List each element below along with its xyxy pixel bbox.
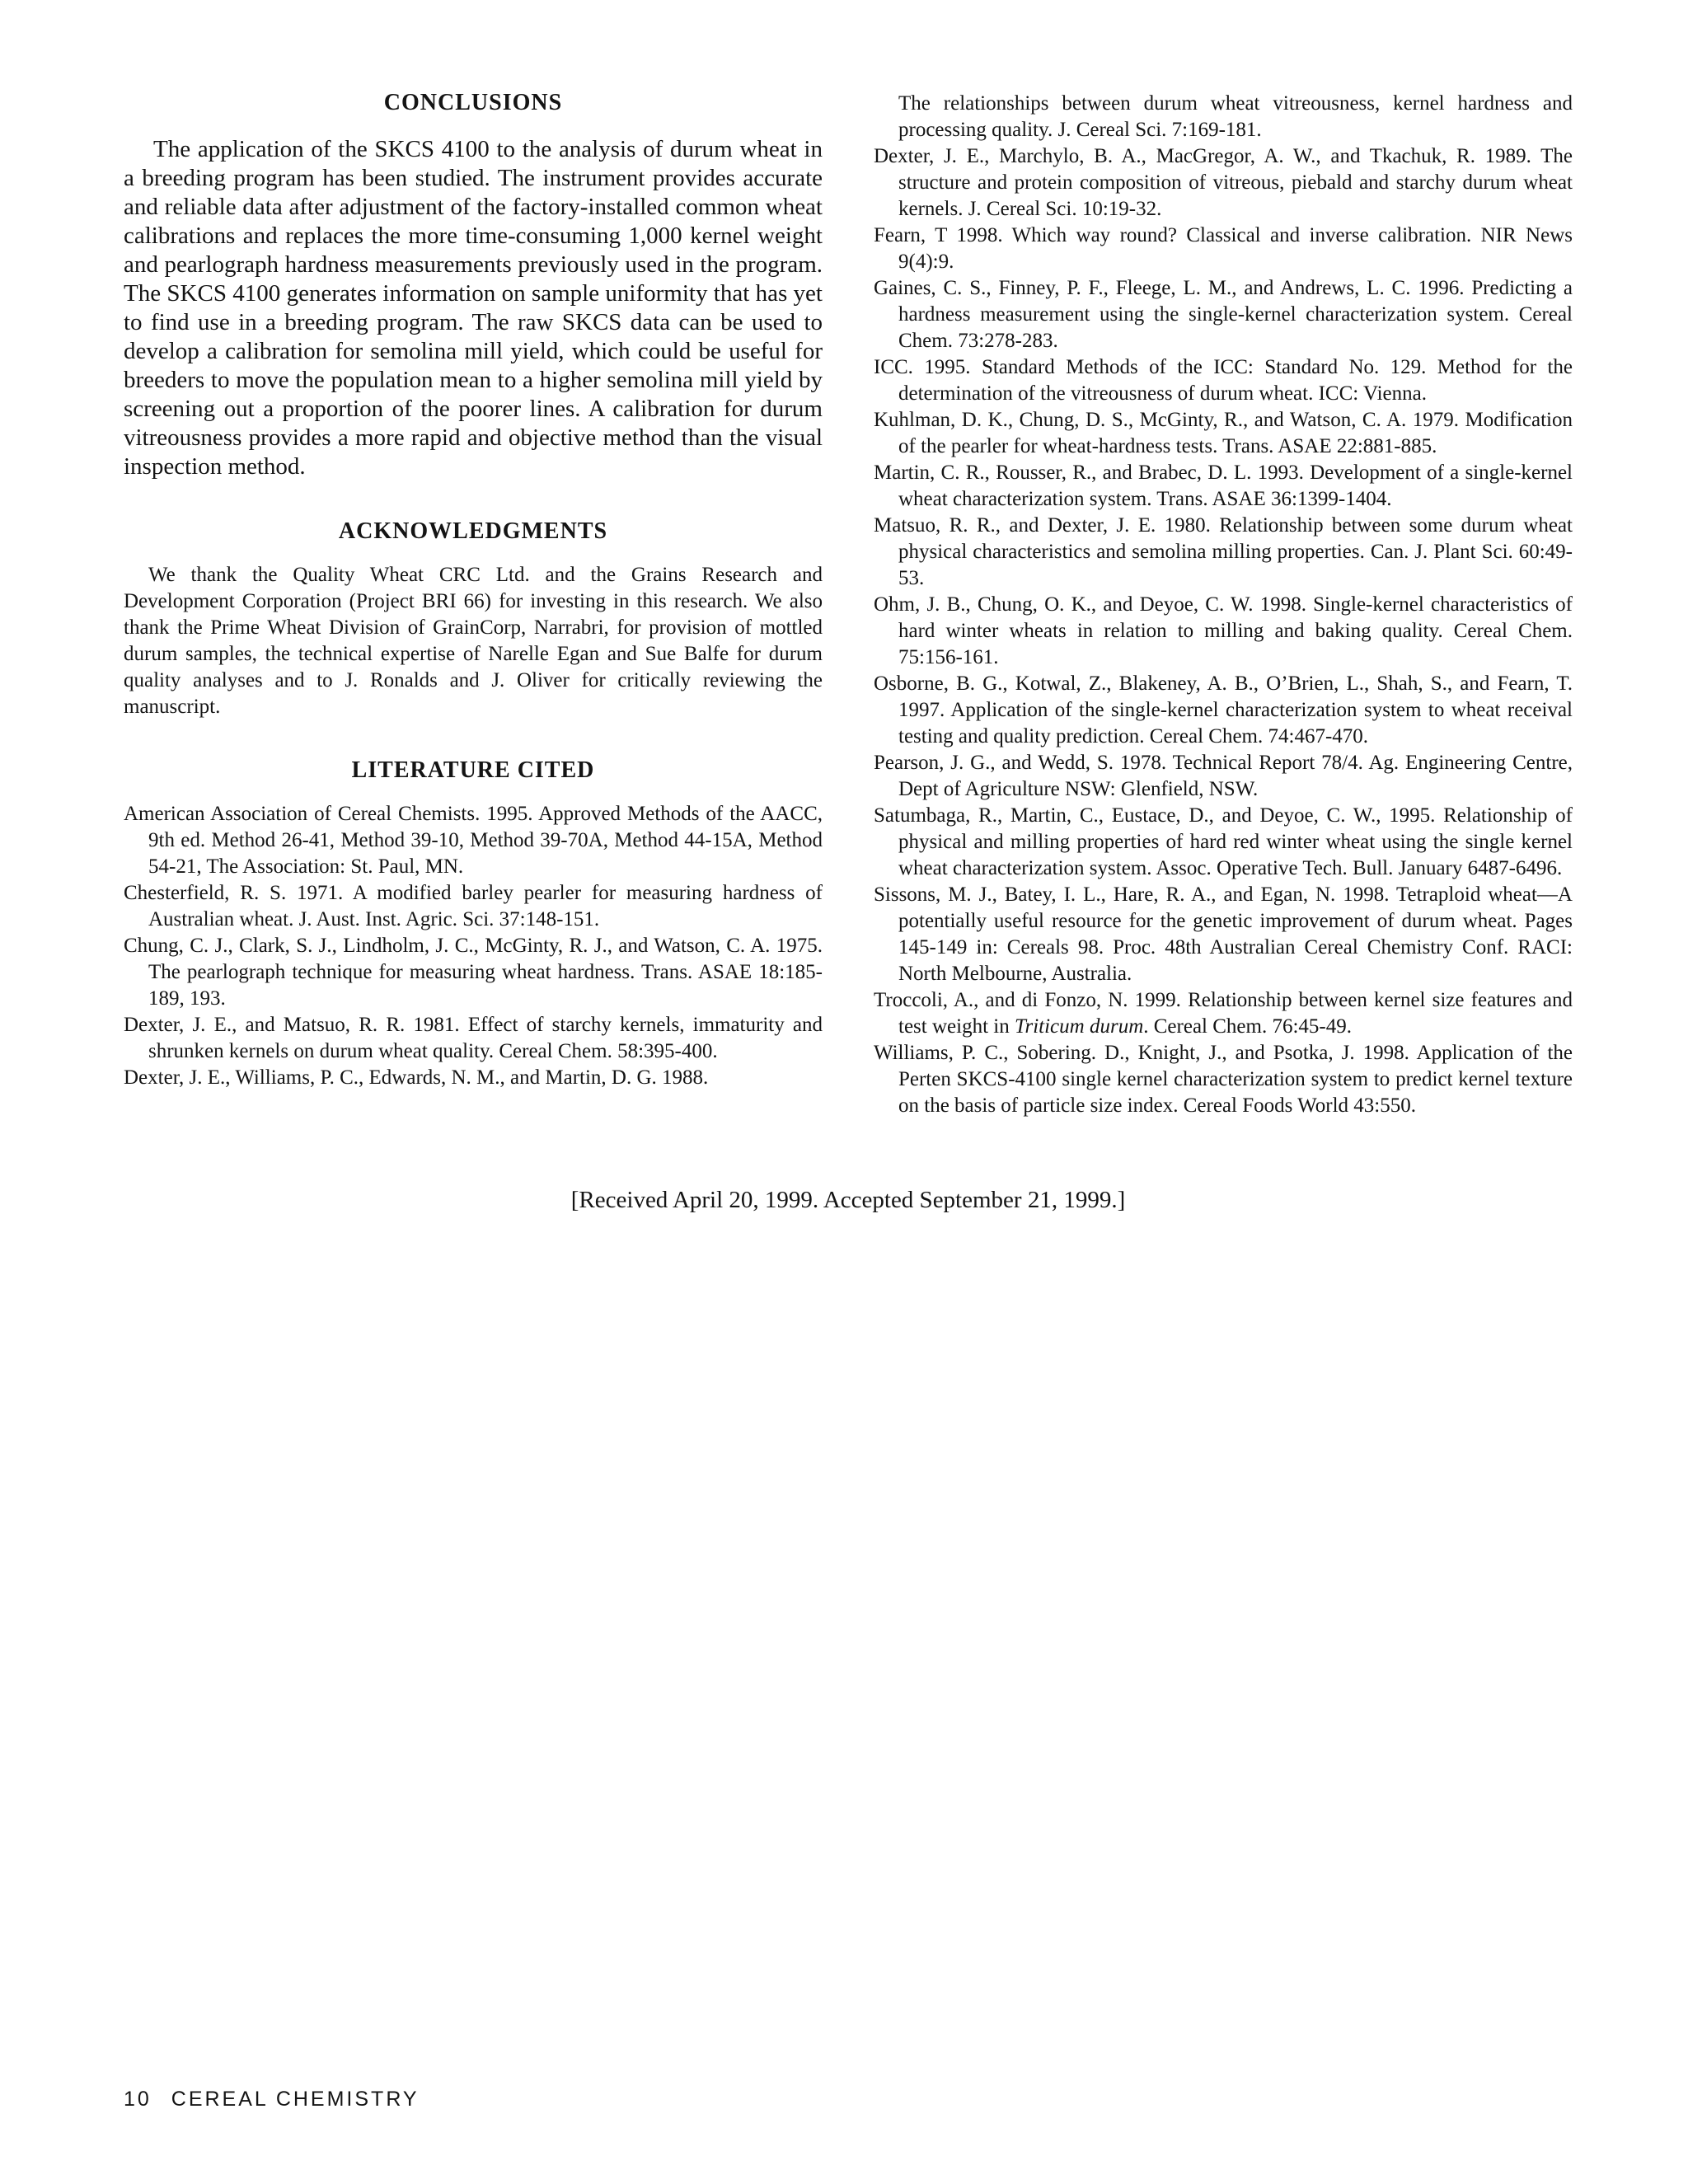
left-column: [124, 89, 823, 1091]
reference-list-left: [124, 801, 823, 1091]
reference-entry: Williams, P. C., Sobering. D., Knight, J., and Psotka, J. 1998. Application of the Perten SKCS-4100 single kernel characterization system to predict kernel texture on the basis of particle size index. Cereal Foods World 43:550.: [874, 1042, 1573, 1117]
journal-name: CEREAL CHEMISTRY: [171, 2088, 420, 2111]
reference-entry: American Association of Cereal Chemists. 1995. Approved Methods of the AACC, 9th ed. Method 26-41, Method 39-10, Method 39-70A, Method 44-15A, Method 54-21, The Association: St. Paul, MN.: [124, 803, 823, 878]
species-name: Triticum durum: [1014, 1015, 1144, 1038]
page-number: 10: [124, 2088, 152, 2111]
reference-entry: Dexter, J. E., Williams, P. C., Edwards, N. M., and Martin, D. G. 1988.: [124, 1066, 709, 1089]
reference-entry: Ohm, J. B., Chung, O. K., and Deyoe, C. W. 1998. Single-kernel characteristics of hard winter wheats in relation to milling and baking quality. Cereal Chem. 75:156-161.: [874, 593, 1573, 668]
reference-entry: ICC. 1995. Standard Methods of the ICC: Standard No. 129. Method for the determination of the vitreousness of durum wheat. ICC: Vienna.: [874, 356, 1573, 405]
reference-entry: Pearson, J. G., and Wedd, S. 1978. Technical Report 78/4. Ag. Engineering Centre, Dept of Agriculture NSW: Glenfield, NSW.: [874, 752, 1573, 800]
reference-entry-troccoli: [874, 987, 1573, 1040]
conclusions-heading: CONCLUSIONS: [383, 90, 563, 115]
reference-entry: Osborne, B. G., Kotwal, Z., Blakeney, A. B., O’Brien, L., Shah, S., and Fearn, T. 1997. Application of the single-kernel characterization system to wheat receival testing and quality prediction. Cereal Chem. 74:467-470.: [874, 673, 1573, 748]
conclusions-paragraph: The application of the SKCS 4100 to the analysis of durum wheat in a breeding program has been studied. The instrument provides accurate and reliable data after adjustment of the factory-installed common wheat calibrations and replaces the more time-consuming 1,000 kernel weight and pearlograph hardness measurements previously used in the program. The SKCS 4100 generates information on sample uniformity that has yet to find use in a breeding program. The raw SKCS data can be used to develop a calibration for semolina mill yield, which could be useful for breeders to move the population mean to a higher semolina mill yield by screening out a proportion of the poorer lines. A calibration for durum vitreousness provides a more rapid and objective method than the visual inspection method.: [124, 136, 823, 480]
right-column: [874, 91, 1573, 1119]
reference-entry: Martin, C. R., Rousser, R., and Brabec, D. L. 1993. Development of a single-kernel wheat characterization system. Trans. ASAE 36:1399-1404.: [874, 462, 1573, 510]
reference-entry: Fearn, T 1998. Which way round? Classical and inverse calibration. NIR News 9(4):9.: [874, 224, 1573, 273]
reference-entry: Dexter, J. E., and Matsuo, R. R. 1981. Effect of starchy kernels, immaturity and shrunken kernels on durum wheat quality. Cereal Chem. 58:395-400.: [124, 1014, 823, 1062]
literature-cited-heading: LITERATURE CITED: [351, 757, 595, 783]
reference-entry: Chung, C. J., Clark, S. J., Lindholm, J. C., McGinty, R. J., and Watson, C. A. 1975. The pearlograph technique for measuring wheat hardness. Trans. ASAE 18:185-189, 193.: [124, 935, 823, 1010]
reference-text: . Cereal Chem. 76:45-49.: [1143, 1015, 1352, 1038]
reference-continuation: The relationships between durum wheat vitreousness, kernel hardness and processing quality. J. Cereal Sci. 7:169-181.: [898, 92, 1573, 141]
acknowledgments-heading: ACKNOWLEDGMENTS: [338, 518, 608, 544]
reference-entry: Sissons, M. J., Batey, I. L., Hare, R. A., and Egan, N. 1998. Tetraploid wheat—A potentially useful resource for the genetic improvement of durum wheat. Pages 145-149 in: Cereals 98. Proc. 48th Australian Cereal Chemistry Conf. RACI: North Melbourne, Australia.: [874, 883, 1573, 985]
reference-list-right: [874, 91, 1573, 1119]
received-accepted-note: [Received April 20, 1999. Accepted September 21, 1999.]: [570, 1187, 1126, 1213]
reference-entry: Chesterfield, R. S. 1971. A modified barley pearler for measuring hardness of Australian wheat. J. Aust. Inst. Agric. Sci. 37:148-151.: [124, 882, 823, 930]
reference-text: Troccoli, A., and di Fonzo, N. 1999. Relationship between kernel size features and test weight in: [874, 989, 1573, 1038]
reference-entry: Satumbaga, R., Martin, C., Eustace, D., and Deyoe, C. W., 1995. Relationship of physical and milling properties of hard red winter wheat using the single kernel wheat characterization system. Assoc. Operative Tech. Bull. January 6487-6496.: [874, 804, 1573, 879]
reference-entry: Dexter, J. E., Marchylo, B. A., MacGregor, A. W., and Tkachuk, R. 1989. The structure and protein composition of vitreous, piebald and starchy durum wheat kernels. J. Cereal Sci. 10:19-32.: [874, 145, 1573, 220]
page-footer: [124, 2088, 420, 2111]
acknowledgments-paragraph: We thank the Quality Wheat CRC Ltd. and the Grains Research and Development Corporation (Project BRI 66) for investing in this research. We also thank the Prime Wheat Division of GrainCorp, Narrabri, for provision of mottled durum samples, the technical expertise of Narelle Egan and Sue Balfe for durum quality analyses and to J. Ronalds and J. Oliver for critically reviewing the manuscript.: [124, 564, 823, 718]
reference-entry: Kuhlman, D. K., Chung, D. S., McGinty, R., and Watson, C. A. 1979. Modification of the pearler for wheat-hardness tests. Trans. ASAE 22:881-885.: [874, 409, 1573, 457]
reference-entry: Matsuo, R. R., and Dexter, J. E. 1980. Relationship between some durum wheat physical characteristics and semolina milling properties. Can. J. Plant Sci. 60:49-53.: [874, 514, 1573, 589]
reference-entry: Gaines, C. S., Finney, P. F., Fleege, L. M., and Andrews, L. C. 1996. Predicting a hardness measurement using the single-kernel characterization system. Cereal Chem. 73:278-283.: [874, 277, 1573, 352]
